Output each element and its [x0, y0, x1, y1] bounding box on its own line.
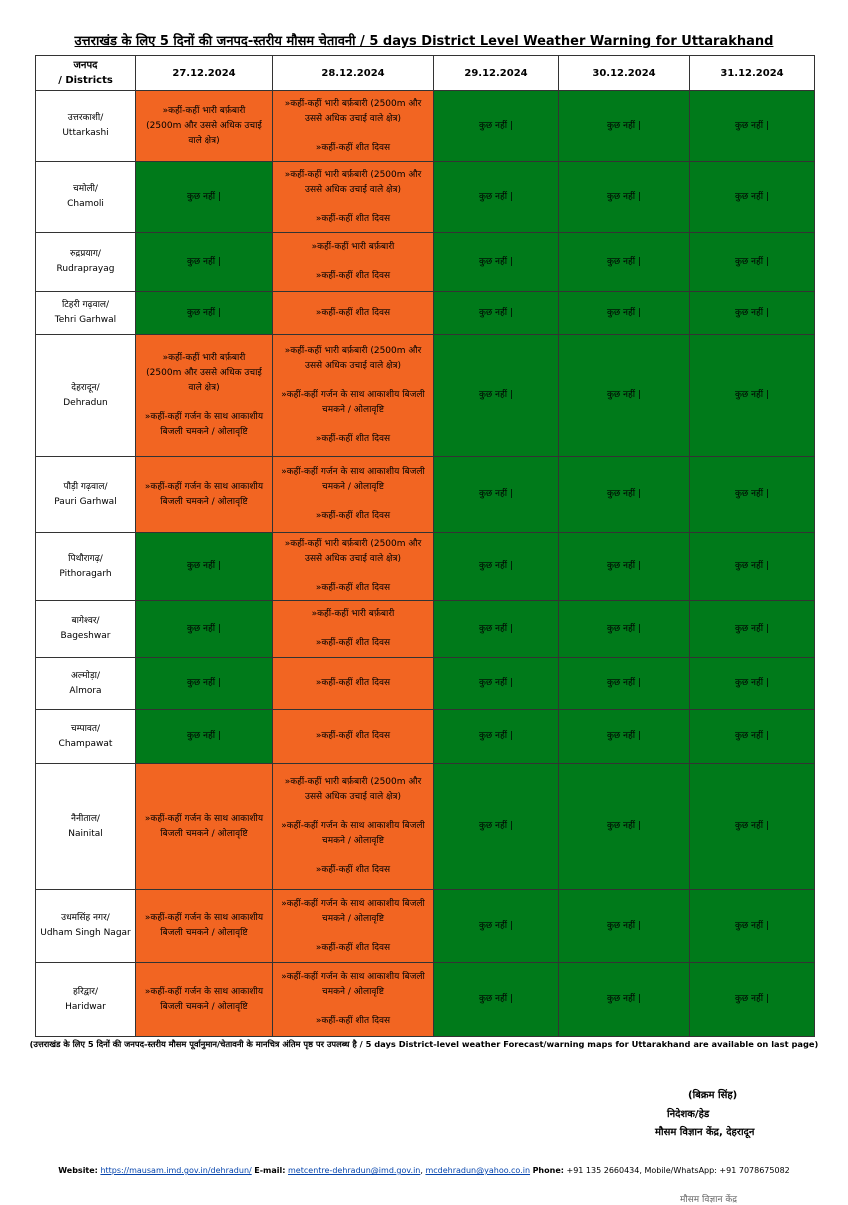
district-cell — [36, 658, 136, 710]
warning-text: कुछ नहीं | — [606, 561, 642, 571]
warning-cell — [136, 764, 273, 890]
district-cell — [36, 162, 136, 233]
district-cell — [36, 233, 136, 292]
warning-text: कुछ नहीं | — [478, 920, 514, 931]
no-warning-cell — [136, 292, 273, 335]
district-cell — [36, 710, 136, 764]
district-name-en: Pauri Garhwal — [54, 496, 117, 507]
table-row — [36, 91, 815, 162]
district-name-en: Tehri Garhwal — [54, 315, 117, 325]
table-header-row — [36, 56, 815, 91]
warning-text: (2500m और उससे अधिक उचाई वाले क्षेत्र) — [146, 368, 262, 393]
warning-text: कुछ नहीं | — [478, 489, 514, 499]
no-warning-cell — [136, 233, 273, 292]
district-header-en: / Districts — [58, 75, 113, 86]
signature-designation: निदेशक/हेड — [667, 1109, 710, 1120]
warning-cell — [136, 963, 273, 1037]
warning-cell — [273, 335, 434, 457]
warning-gap — [140, 396, 268, 410]
warning-cell — [273, 963, 434, 1037]
district-cell — [36, 890, 136, 963]
table-row — [36, 963, 815, 1037]
warning-text: कुछ नहीं | — [186, 678, 222, 688]
district-cell — [36, 457, 136, 533]
warning-text: कुछ नहीं | — [478, 731, 514, 741]
warning-cell — [273, 457, 434, 533]
no-warning-cell — [690, 292, 815, 335]
date-header: 31.12.2024 — [690, 56, 815, 91]
no-warning-cell — [434, 457, 559, 533]
no-warning-cell — [690, 335, 815, 457]
district-name-en: Champawat — [58, 738, 113, 749]
warning-text: कुछ नहीं | — [478, 307, 514, 318]
email-label: E-mail: — [254, 1166, 286, 1175]
no-warning-cell — [434, 162, 559, 233]
date-header: 30.12.2024 — [559, 56, 690, 91]
warning-text: »कहीं-कहीं गर्जन के साथ आकाशीय बिजली चमकने / ओलावृष्टि — [281, 898, 425, 924]
no-warning-cell — [559, 233, 690, 292]
warning-text: »कहीं-कहीं गर्जन के साथ आकाशीय बिजली चमकने / ओलावृष्टि — [144, 412, 264, 437]
warning-cell — [273, 658, 434, 710]
table-row — [36, 890, 815, 963]
warning-text: कुछ नहीं | — [606, 821, 642, 831]
warning-cell — [273, 162, 434, 233]
no-warning-cell — [559, 658, 690, 710]
warning-gap — [277, 255, 429, 269]
page-title: उत्तराखंड के लिए 5 दिनों की जनपद-स्तरीय मौसम चेतावनी / 5 days District Level Weather Warning for Uttarakhand — [74, 34, 774, 49]
district-name-en: Dehradun — [63, 397, 108, 408]
warning-text: »कहीं-कहीं गर्जन के साथ आकाशीय बिजली चमकने / ओलावृष्टि — [144, 986, 264, 1012]
warning-cell — [273, 533, 434, 601]
district-cell — [36, 764, 136, 890]
signature-name: (बिक्रम सिंह) — [688, 1090, 738, 1101]
warning-gap — [277, 127, 429, 141]
warning-text: »कहीं-कहीं भारी बर्फ़बारी (2500m और उससे अधिक उचाई वाले क्षेत्र) — [284, 539, 422, 564]
table-row — [36, 658, 815, 710]
warning-text: कुछ नहीं | — [734, 678, 770, 688]
no-warning-cell — [559, 710, 690, 764]
warning-gap — [277, 805, 429, 819]
district-header — [36, 56, 136, 91]
no-warning-cell — [434, 658, 559, 710]
warning-text: कुछ नहीं | — [606, 256, 642, 267]
district-name-en: Haridwar — [65, 1001, 106, 1012]
no-warning-cell — [690, 764, 815, 890]
phone-numbers: +91 135 2660434, Mobile/WhatsApp: +91 7078675082 — [566, 1166, 790, 1175]
warning-gap — [277, 849, 429, 863]
website-label: Website: — [58, 1166, 98, 1175]
warning-text: कुछ नहीं | — [186, 256, 222, 267]
district-header-hi: जनपद — [73, 60, 98, 71]
no-warning-cell — [434, 292, 559, 335]
no-warning-cell — [434, 233, 559, 292]
table-row — [36, 233, 815, 292]
warning-text: कुछ नहीं | — [734, 821, 770, 831]
warning-text: »कहीं-कहीं भारी बर्फ़बारी (2500m और उससे अधिक उचाई वाले क्षेत्र) — [284, 169, 422, 195]
no-warning-cell — [690, 601, 815, 658]
no-warning-cell — [136, 601, 273, 658]
warning-text: कुछ नहीं | — [734, 489, 770, 499]
no-warning-cell — [559, 292, 690, 335]
no-warning-cell — [559, 601, 690, 658]
warning-text: »कहीं-कहीं शीत दिवस — [315, 678, 391, 688]
warning-text: कुछ नहीं | — [734, 390, 770, 400]
no-warning-cell — [559, 533, 690, 601]
no-warning-cell — [690, 233, 815, 292]
warning-text: कुछ नहीं | — [606, 623, 642, 634]
no-warning-cell — [559, 764, 690, 890]
no-warning-cell — [434, 710, 559, 764]
no-warning-cell — [690, 710, 815, 764]
warning-text: »कहीं-कहीं शीत दिवस — [315, 583, 391, 593]
district-name-hi: चमोली/ — [73, 184, 98, 194]
district-name-hi: पिथौरागढ़/ — [68, 553, 103, 564]
district-name-hi: उधमसिंह नगर/ — [61, 913, 110, 923]
warning-text: कुछ नहीं | — [734, 920, 770, 931]
warning-text: »कहीं-कहीं शीत दिवस — [315, 942, 391, 953]
footnote: (उत्तराखंड के लिए 5 दिनों की जनपद-स्तरीय मौसम पूर्वानुमान/चेतावनी के मानचित्र अंतिम पृष्ठ पर उपलब्ध है / 5 days District-level weather Forecast/warning maps for Uttarakhand are available on last page) — [29, 1039, 819, 1049]
district-name-en: Pithoragarh — [59, 568, 112, 579]
district-name-en: Uttarkashi — [62, 128, 109, 138]
district-name-hi: बागेश्वर/ — [71, 616, 100, 626]
warning-text: »कहीं-कहीं भारी बर्फ़बारी (2500m और उससे अधिक उचाई वाले क्षेत्र) — [284, 98, 422, 124]
warning-text: »कहीं-कहीं भारी बर्फ़बारी — [311, 242, 395, 252]
no-warning-cell — [559, 91, 690, 162]
no-warning-cell — [690, 533, 815, 601]
warning-gap — [277, 198, 429, 212]
table-row — [36, 335, 815, 457]
district-cell — [36, 601, 136, 658]
district-name-hi: टिहरी गढ़वाल/ — [61, 300, 110, 310]
warning-text: कुछ नहीं | — [606, 390, 642, 400]
table-row — [36, 457, 815, 533]
district-name-hi: देहरादून/ — [71, 382, 100, 393]
no-warning-cell — [434, 963, 559, 1037]
warning-gap — [277, 567, 429, 581]
warning-cell — [273, 890, 434, 963]
warning-text: »कहीं-कहीं शीत दिवस — [315, 1016, 391, 1026]
warning-text: कुछ नहीं | — [734, 623, 770, 634]
warning-text: कुछ नहीं | — [478, 623, 514, 634]
warning-gap — [277, 374, 429, 388]
no-warning-cell — [690, 658, 815, 710]
warning-text: कुछ नहीं | — [186, 561, 222, 571]
warning-gap — [277, 418, 429, 432]
warning-text: कुछ नहीं | — [606, 678, 642, 688]
date-header: 28.12.2024 — [273, 56, 434, 91]
warning-text: »कहीं-कहीं भारी बर्फ़बारी (2500m और उससे अधिक उचाई वाले क्षेत्र) — [284, 777, 422, 802]
warning-text: »कहीं-कहीं शीत दिवस — [315, 865, 391, 875]
no-warning-cell — [690, 890, 815, 963]
warning-text: »कहीं-कहीं भारी बर्फ़बारी (2500m और उससे अधिक उचाई वाले क्षेत्र) — [284, 346, 422, 371]
district-name-hi: उत्तरकाशी/ — [67, 113, 104, 123]
no-warning-cell — [434, 764, 559, 890]
warning-text: (2500m और उससे अधिक उचाई वाले क्षेत्र) — [146, 120, 262, 146]
email-link-2[interactable]: mcdehradun@yahoo.co.in — [425, 1166, 531, 1175]
warning-text: कुछ नहीं | — [606, 307, 642, 318]
warning-text: »कहीं-कहीं गर्जन के साथ आकाशीय बिजली चमकने / ओलावृष्टि — [281, 390, 425, 415]
warning-text: कुछ नहीं | — [186, 623, 222, 634]
district-name-en: Nainital — [68, 828, 103, 839]
warning-table — [35, 55, 815, 1037]
warning-text: कुछ नहीं | — [478, 821, 514, 831]
table-row — [36, 292, 815, 335]
district-cell — [36, 91, 136, 162]
warning-text: कुछ नहीं | — [606, 731, 642, 741]
no-warning-cell — [434, 533, 559, 601]
table-row — [36, 601, 815, 658]
warning-text: कुछ नहीं | — [186, 307, 222, 318]
district-name-hi: नैनीताल/ — [71, 813, 100, 824]
no-warning-cell — [434, 91, 559, 162]
warning-text: कुछ नहीं | — [606, 920, 642, 931]
district-name-en: Bageshwar — [60, 631, 111, 641]
table-row — [36, 710, 815, 764]
warning-text: कुछ नहीं | — [734, 307, 770, 318]
warning-text: कुछ नहीं | — [478, 390, 514, 400]
warning-cell — [136, 457, 273, 533]
district-name-en: Chamoli — [67, 199, 104, 209]
warning-text: कुछ नहीं | — [606, 489, 642, 499]
warning-text: »कहीं-कहीं शीत दिवस — [315, 271, 391, 281]
warning-text: »कहीं-कहीं गर्जन के साथ आकाशीय बिजली चमकने / ओलावृष्टि — [144, 913, 264, 938]
no-warning-cell — [559, 963, 690, 1037]
warning-text: »कहीं-कहीं गर्जन के साथ आकाशीय बिजली चमकने / ओलावृष्टि — [281, 821, 425, 846]
date-header: 29.12.2024 — [434, 56, 559, 91]
warning-text: कुछ नहीं | — [478, 994, 514, 1004]
district-name-hi: पौड़ी गढ़वाल/ — [63, 481, 108, 492]
warning-gap — [277, 927, 429, 941]
warning-text: »कहीं-कहीं गर्जन के साथ आकाशीय बिजली चमकने / ओलावृष्टि — [281, 972, 425, 997]
warning-cell — [136, 91, 273, 162]
district-name-hi: चम्पावत/ — [70, 723, 101, 734]
no-warning-cell — [690, 457, 815, 533]
warning-cell — [273, 710, 434, 764]
phone-label: Phone: — [532, 1166, 564, 1175]
warning-text: »कहीं-कहीं गर्जन के साथ आकाशीय बिजली चमकने / ओलावृष्टि — [281, 467, 425, 492]
warning-text: कुछ नहीं | — [478, 120, 514, 131]
warning-text: कुछ नहीं | — [734, 191, 770, 202]
no-warning-cell — [434, 335, 559, 457]
no-warning-cell — [559, 457, 690, 533]
warning-text: »कहीं-कहीं भारी बर्फ़बारी — [311, 609, 395, 619]
district-name-en: Almora — [69, 685, 102, 696]
warning-text: कुछ नहीं | — [734, 561, 770, 571]
no-warning-cell — [559, 890, 690, 963]
warning-text: कुछ नहीं | — [478, 191, 514, 202]
no-warning-cell — [434, 890, 559, 963]
no-warning-cell — [690, 91, 815, 162]
warning-text: कुछ नहीं | — [478, 256, 514, 267]
warning-text: »कहीं-कहीं भारी बर्फ़बारी — [162, 353, 246, 363]
no-warning-cell — [434, 601, 559, 658]
warning-text: »कहीं-कहीं शीत दिवस — [315, 213, 391, 224]
no-warning-cell — [136, 710, 273, 764]
warning-text: कुछ नहीं | — [478, 561, 514, 571]
no-warning-cell — [136, 658, 273, 710]
signature-office: मौसम विज्ञान केंद्र, देहरादून — [655, 1127, 755, 1138]
warning-gap — [277, 622, 429, 636]
warning-cell — [136, 890, 273, 963]
warning-text: कुछ नहीं | — [734, 256, 770, 267]
warning-cell — [273, 292, 434, 335]
warning-text: कुछ नहीं | — [606, 120, 642, 131]
warning-text: कुछ नहीं | — [734, 120, 770, 131]
table-row — [36, 533, 815, 601]
district-cell — [36, 292, 136, 335]
warning-text: कुछ नहीं | — [734, 994, 770, 1004]
warning-text: कुछ नहीं | — [606, 191, 642, 202]
warning-cell — [273, 764, 434, 890]
warning-text: »कहीं-कहीं शीत दिवस — [315, 307, 391, 318]
no-warning-cell — [559, 162, 690, 233]
warning-text: »कहीं-कहीं शीत दिवस — [315, 638, 391, 648]
warning-text: »कहीं-कहीं गर्जन के साथ आकाशीय बिजली चमकने / ओलावृष्टि — [144, 481, 264, 507]
no-warning-cell — [559, 335, 690, 457]
contact-line: Website: https://mausam.imd.gov.in/dehradun/ E-mail: metcentre-dehradun@imd.gov.in, mcdehradun@yahoo.co.in Phone: +91 135 2660434, Mobile/WhatsApp: +91 7078675082 — [58, 1166, 790, 1175]
warning-text: »कहीं-कहीं गर्जन के साथ आकाशीय बिजली चमकने / ओलावृष्टि — [144, 813, 264, 839]
no-warning-cell — [690, 162, 815, 233]
warning-text: कुछ नहीं | — [734, 731, 770, 741]
warning-cell — [273, 233, 434, 292]
table-row — [36, 162, 815, 233]
no-warning-cell — [690, 963, 815, 1037]
email-link-1[interactable]: metcentre-dehradun@imd.gov.in — [288, 1166, 421, 1175]
district-cell — [36, 335, 136, 457]
table-row — [36, 764, 815, 890]
warning-text: »कहीं-कहीं शीत दिवस — [315, 511, 391, 521]
district-name-hi: हरिद्वार/ — [72, 986, 98, 997]
cutoff-text: मौसम विज्ञान केंद्र — [680, 1195, 738, 1205]
table-body — [36, 91, 815, 1037]
warning-text: »कहीं-कहीं भारी बर्फ़बारी — [162, 105, 246, 116]
warning-cell — [136, 335, 273, 457]
no-warning-cell — [136, 162, 273, 233]
warning-text: कुछ नहीं | — [606, 994, 642, 1004]
warning-gap — [277, 1000, 429, 1014]
date-header: 27.12.2024 — [136, 56, 273, 91]
district-cell — [36, 963, 136, 1037]
district-name-en: Udham Singh Nagar — [40, 928, 131, 938]
warning-text: »कहीं-कहीं शीत दिवस — [315, 434, 391, 444]
warning-text: कुछ नहीं | — [186, 191, 222, 202]
district-name-en: Rudraprayag — [56, 264, 115, 274]
district-cell — [36, 533, 136, 601]
district-name-hi: अल्मोड़ा/ — [71, 670, 100, 681]
warning-text: »कहीं-कहीं शीत दिवस — [315, 731, 391, 741]
website-link[interactable]: https://mausam.imd.gov.in/dehradun/ — [100, 1166, 252, 1175]
warning-text: »कहीं-कहीं शीत दिवस — [315, 142, 391, 153]
warning-text: कुछ नहीं | — [186, 731, 222, 741]
warning-text: कुछ नहीं | — [478, 678, 514, 688]
warning-cell — [273, 601, 434, 658]
no-warning-cell — [136, 533, 273, 601]
district-name-hi: रुद्रप्रयाग/ — [70, 249, 101, 259]
warning-cell — [273, 91, 434, 162]
warning-gap — [277, 495, 429, 509]
